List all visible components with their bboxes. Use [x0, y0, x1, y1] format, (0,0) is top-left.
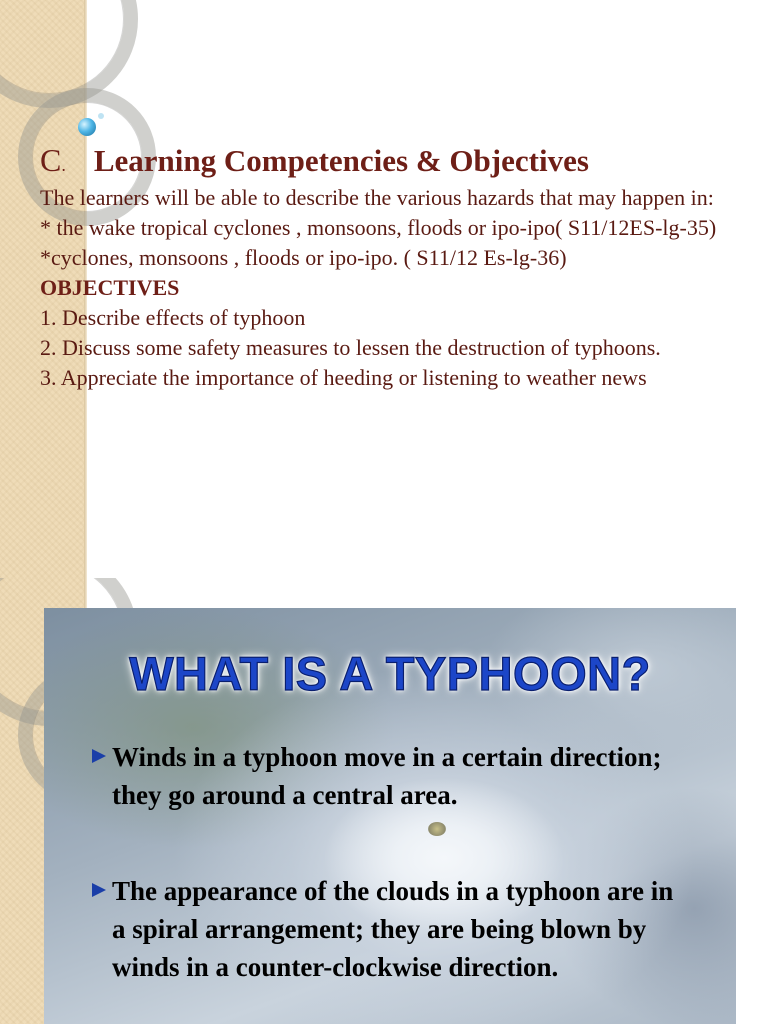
heading-title: Learning Competencies & Objectives	[93, 143, 589, 178]
section-letter: C	[40, 142, 62, 178]
objective-item: 3. Appreciate the importance of heeding or listening to weather news	[40, 365, 647, 390]
blue-orb-icon	[78, 118, 96, 136]
bullet-text: Winds in a typhoon move in a certain direction; they go around a central area.	[112, 742, 662, 810]
bullet-arrow-icon	[92, 749, 106, 763]
bullet-arrow-icon	[92, 883, 106, 897]
competencies-body	[40, 183, 730, 393]
competency-line: The learners will be able to describe the various hazards that may happen in:	[40, 185, 714, 210]
bullet-text: The appearance of the clouds in a typhoon are in a spiral arrangement; they are being blown by winds in a counter-clockwise direction.	[112, 876, 674, 982]
slide-what-is-a-typhoon	[0, 578, 768, 1024]
bullet-item	[92, 872, 692, 986]
small-orb-icon	[98, 113, 104, 119]
bullet-item	[92, 738, 692, 814]
section-heading	[40, 142, 589, 179]
typhoon-eye	[428, 822, 446, 836]
objective-item: 2. Discuss some safety measures to lessen the destruction of typhoons.	[40, 335, 661, 360]
section-letter-dot: .	[61, 155, 66, 175]
objectives-label: OBJECTIVES	[40, 275, 180, 300]
competency-line: *cyclones, monsoons , floods or ipo-ipo. ( S11/12 Es-lg-36)	[40, 245, 567, 270]
competency-line: * the wake tropical cyclones , monsoons, floods or ipo-ipo( S11/12ES-lg-35)	[40, 215, 717, 240]
typhoon-title: WHAT IS A TYPHOON?	[129, 647, 651, 700]
typhoon-satellite-image	[44, 608, 736, 1024]
objective-item: 1. Describe effects of typhoon	[40, 305, 306, 330]
